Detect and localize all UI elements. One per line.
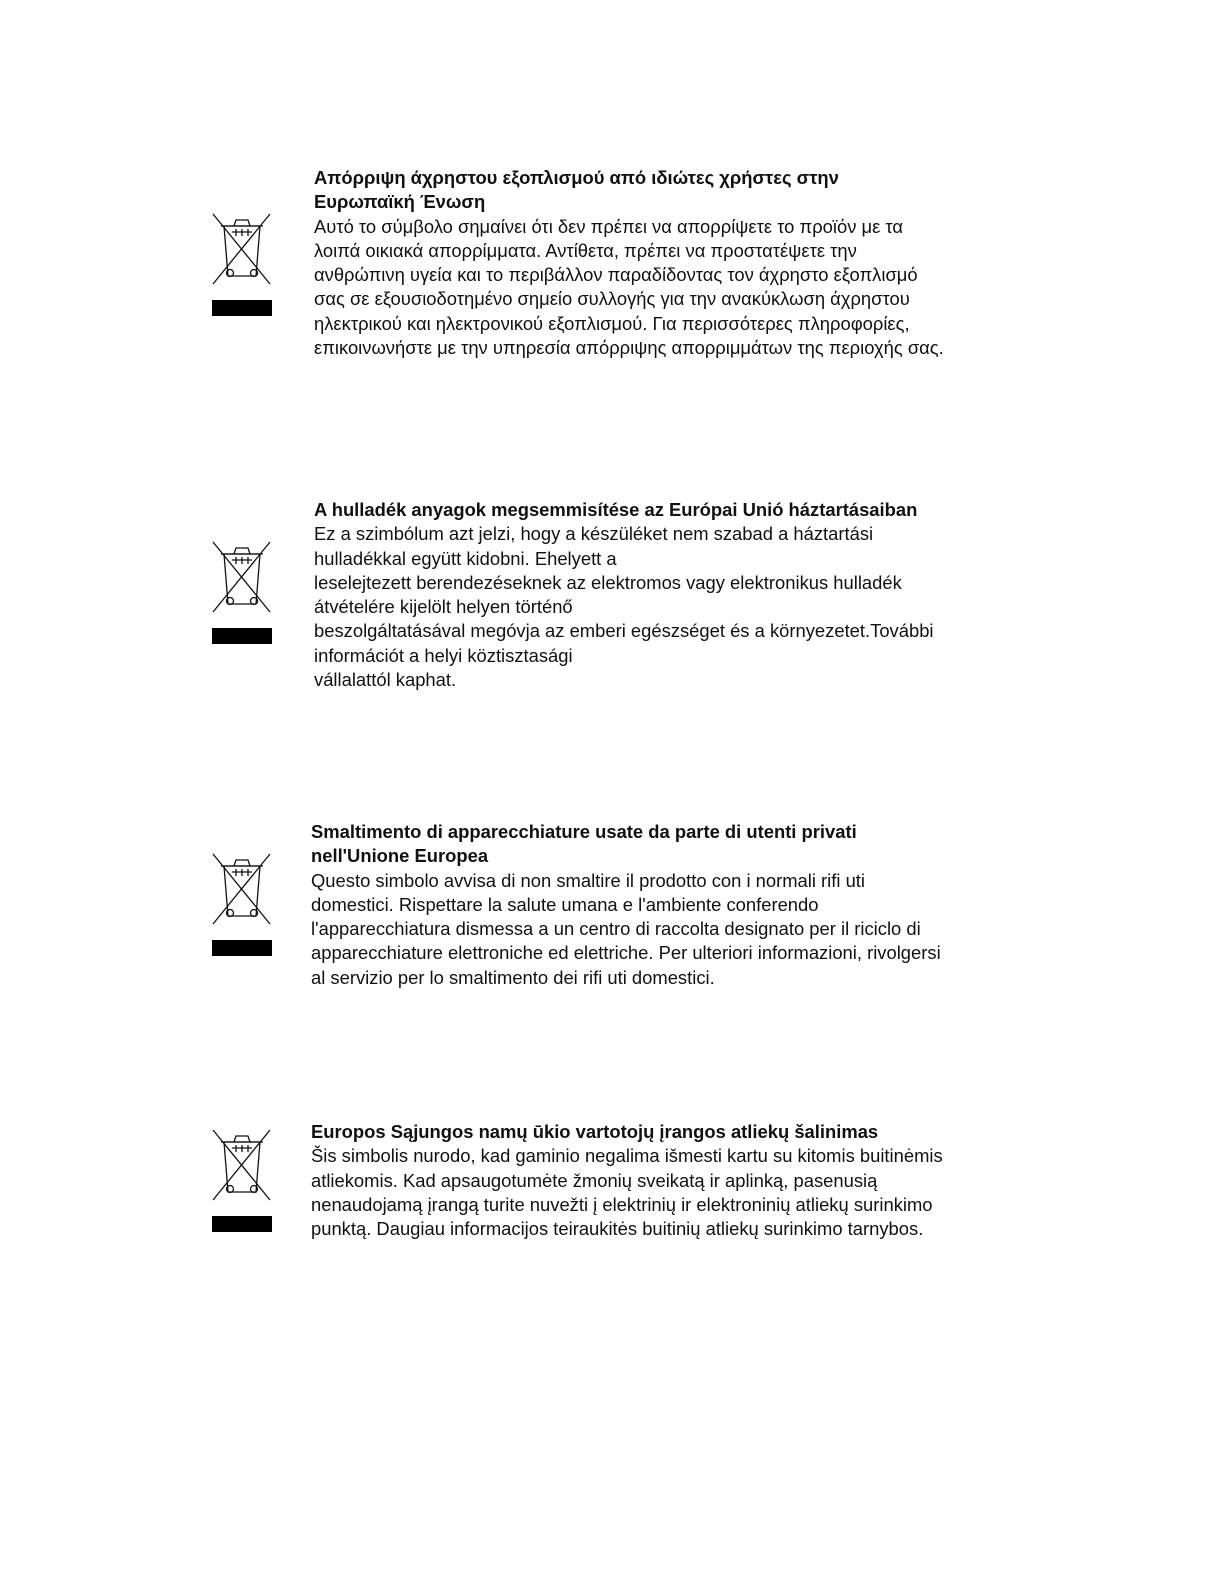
section-body-line: σας σε εξουσιοδοτημένο σημείο συλλογής για την ανακύκλωση άχρηστου xyxy=(314,288,910,310)
section-title-line: Ευρωπαϊκή Ένωση xyxy=(314,191,486,213)
section-body-line: al servizio per lo smaltimento dei rifi uti domestici. xyxy=(311,966,715,988)
section-body-line: λοιπά οικιακά απορρίμματα. Αντίθετα, πρέπει να προστατέψετε την xyxy=(314,239,857,261)
section-body-line: leselejtezett berendezéseknek az elektromos vagy elektronikus hulladék xyxy=(314,571,902,593)
section-text xyxy=(311,820,991,990)
section-body-line: beszolgáltatásával megóvja az emberi egészséget és a környezetet.További xyxy=(314,620,934,642)
section-body-line: atliekomis. Kad apsaugotumėte žmonių sveikatą ir aplinką, pasenusią xyxy=(311,1169,878,1191)
section-title-line: Europos Sąjungos namų ūkio vartotojų įrangos atliekų šalinimas xyxy=(311,1121,879,1142)
section-title-line: Smaltimento di apparecchiature usate da parte di utenti privati xyxy=(311,821,857,842)
section-body-line: Questo simbolo avvisa di non smaltire il prodotto con i normali rifi uti xyxy=(311,869,866,891)
section-body-line: ανθρώπινη υγεία και το περιβάλλον παραδίδοντας τον άχρηστο εξοπλισμό xyxy=(314,264,918,286)
weee-crossed-bin-icon xyxy=(210,210,274,320)
weee-crossed-bin-icon xyxy=(210,850,274,960)
section-body-line: nenaudojamą įrangą turite nuvežti į elektrinių ir elektroninių atliekų surinkimo xyxy=(311,1193,933,1215)
section-title-line: A hulladék anyagok megsemmisítése az Európai Unió háztartásaiban xyxy=(314,499,918,520)
section-body-line: επικοινωνήστε με την υπηρεσία απόρριψης απορριμμάτων της περιοχής σας. xyxy=(314,337,944,359)
section-body-line: Ez a szimbólum azt jelzi, hogy a készüléket nem szabad a háztartási xyxy=(314,523,874,545)
section-body-line: apparecchiature elettroniche ed elettriche. Per ulteriori informazioni, rivolgersi xyxy=(311,942,941,964)
section-body-line: hulladékkal együtt kidobni. Ehelyett a xyxy=(314,547,617,569)
section-body-line: l'apparecchiatura dismessa a un centro di raccolta designato per il riciclo di xyxy=(311,918,921,940)
section-body-line: ηλεκτρικού και ηλεκτρονικού εξοπλισμού. Για περισσότερες πληροφορίες, xyxy=(314,312,910,334)
section-body-line: Šis simbolis nurodo, kad gaminio negalima išmesti kartu su kitomis buitinėmis xyxy=(311,1145,943,1167)
weee-crossed-bin-icon xyxy=(210,1126,274,1236)
section-text xyxy=(314,498,994,692)
section-body-line: domestici. Rispettare la salute umana e l'ambiente conferendo xyxy=(311,893,819,915)
section-title-line: Απόρριψη άχρηστου εξοπλισμού από ιδιώτες χρήστες στην xyxy=(314,167,839,188)
section-title-line: nell'Unione Europea xyxy=(311,845,489,867)
weee-crossed-bin-icon xyxy=(210,538,274,648)
section-body-line: Αυτό το σύμβολο σημαίνει ότι δεν πρέπει να απορρίψετε το προϊόν με τα xyxy=(314,215,904,237)
section-body-line: átvételére kijelölt helyen történő xyxy=(314,596,573,618)
section-body-line: punktą. Daugiau informacijos teiraukitės buitinių atliekų surinkimo tarnybos. xyxy=(311,1218,924,1240)
section-text xyxy=(311,1120,991,1241)
section-text xyxy=(314,166,994,360)
section-body-line: információt a helyi köztisztasági xyxy=(314,644,573,666)
section-body-line: vállalattól kaphat. xyxy=(314,669,457,691)
